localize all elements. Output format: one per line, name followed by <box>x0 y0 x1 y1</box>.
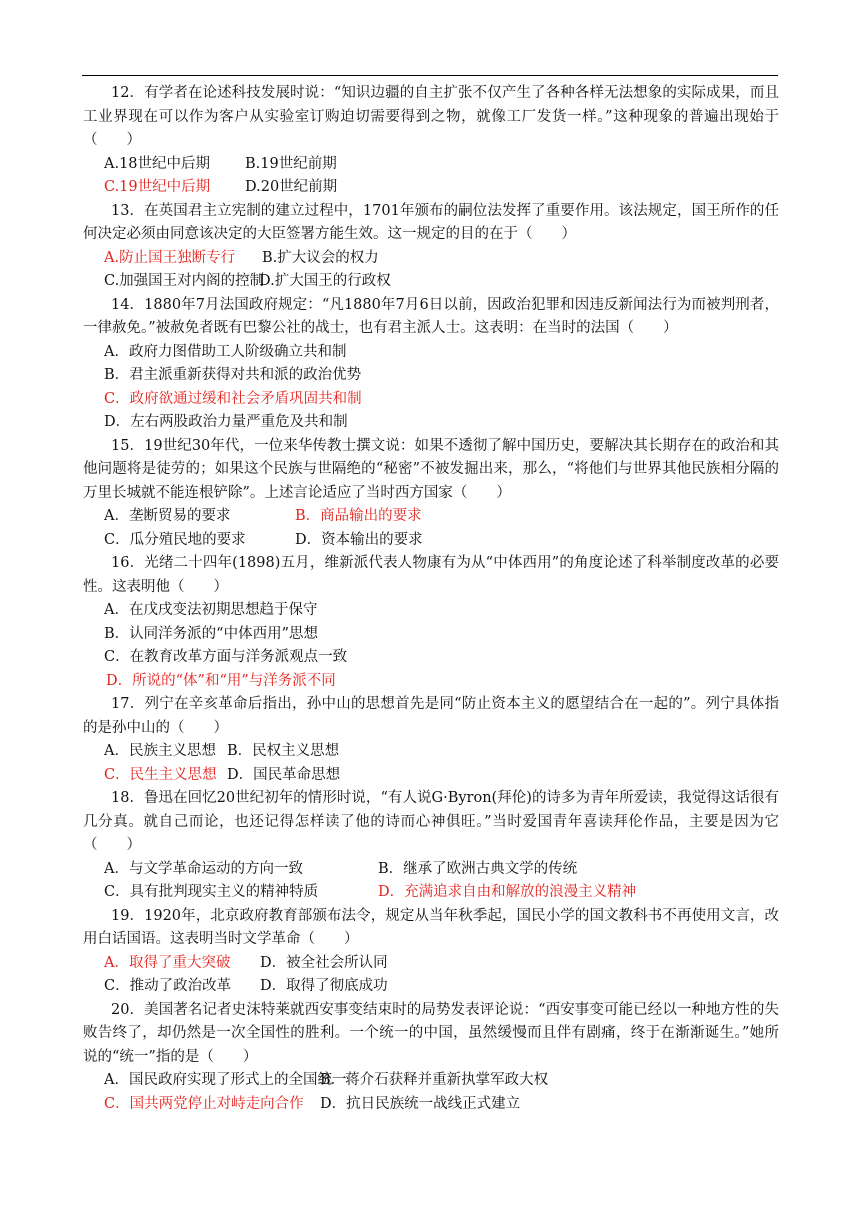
options <box>83 247 779 294</box>
option-d: D.扩大国王的行政权 <box>259 273 391 289</box>
question-stem: 13．在英国君主立宪制的建立过程中，1701年颁布的嗣位法发挥了重要作用。该法规定，国王所作的任何决定必须由同意该决定的大臣签署方能生效。这一规定的目的在于（ ） <box>83 202 779 242</box>
question-stem: 19．1920年，北京政府教育部颁布法令，规定从当年秋季起，国民小学的国文教科书不再使用文言，改用白话国语。这表明当时文学革命（ ） <box>83 907 779 947</box>
question-16 <box>83 552 779 693</box>
option-d: D．左右两股政治力量严重危及共和制 <box>104 414 348 430</box>
option-a: A.18世纪中后期 <box>104 155 211 172</box>
header-rule <box>82 75 778 76</box>
option-d: D．资本输出的要求 <box>295 531 423 548</box>
option-a: A．民族主义思想 <box>104 743 216 759</box>
option-a-answer: A.防止国王独断专行 <box>104 249 236 266</box>
option-d: D.20世纪前期 <box>245 179 338 195</box>
options <box>83 505 779 552</box>
options <box>83 599 779 693</box>
option-c-answer: C．民生主义思想 <box>104 766 217 783</box>
question-stem: 15．19世纪30年代，一位来华传教士撰文说：如果不透彻了解中国历史，要解决其长期存在的政治和其他问题将是徒劳的；如果这个民族与世隔绝的“秘密”不被发掘出来，那么，“将他们与世界其他民族相分隔的万里长城就不能连根铲除”。上述言论适应了当时西方国家（ ） <box>83 437 779 501</box>
option-b: B.19世纪前期 <box>245 155 337 172</box>
option-c: C．推动了政治改革 <box>104 978 232 994</box>
options <box>83 952 779 999</box>
option-b: B．继承了欧洲古典文学的传统 <box>378 860 578 877</box>
option-c: C．在教育改革方面与洋务派观点一致 <box>104 649 348 665</box>
option-c: C.加强国王对内阁的控制 <box>104 273 265 289</box>
option-a: A．垄断贸易的要求 <box>104 508 231 524</box>
option-a-answer: A．取得了重大突破 <box>104 954 231 971</box>
options <box>83 1069 779 1116</box>
option-a: A．国民政府实现了形式上的全国统一 <box>104 1072 347 1088</box>
question-stem: 12．有学者在论述科技发展时说：“知识边疆的自主扩张不仅产生了各种各样无法想象的实际成果，而且工业界现在可以作为客户从实验室订购迫切需要得到之物，就像工厂发货一样。”这种现象的普遍出现始于（ ） <box>83 85 779 148</box>
question-20 <box>83 999 779 1117</box>
option-b-answer: B．商品输出的要求 <box>295 508 422 524</box>
option-d: D．抗日民族统一战线正式建立 <box>320 1095 521 1112</box>
option-d: D．国民革命思想 <box>227 766 341 783</box>
option-c-answer: C.19世纪中后期 <box>104 179 211 195</box>
option-b: B．君主派重新获得对共和派的政治优势 <box>104 367 362 383</box>
option-b: D．被全社会所认同 <box>260 954 388 971</box>
question-13 <box>83 200 779 294</box>
options <box>83 341 779 435</box>
question-stem: 20．美国著名记者史沫特莱就西安事变结束时的局势发表评论说：“西安事变可能已经以一种地方性的失败告终了，却仍然是一次全国性的胜利。一个统一的中国，虽然缓慢而且伴有剧痛，终于在渐渐诞生。”她所说的“统一”指的是（ ） <box>83 1001 779 1065</box>
option-d: D．取得了彻底成功 <box>260 978 388 994</box>
option-c: C．瓜分殖民地的要求 <box>104 531 246 548</box>
option-b: B.扩大议会的权力 <box>262 249 379 266</box>
question-stem: 16．光绪二十四年(1898)五月，维新派代表人物康有为从“中体西用”的角度论述了科举制度改革的必要性。这表明他（ ） <box>83 555 779 595</box>
option-d-answer: D．所说的“体”和“用”与洋务派不同 <box>106 672 336 689</box>
options <box>83 153 779 200</box>
question-17 <box>83 693 779 787</box>
option-c-answer: C．国共两党停止对峙走向合作 <box>104 1095 304 1112</box>
options <box>83 740 779 787</box>
option-a: A．与文学革命运动的方向一致 <box>104 860 303 877</box>
option-a: A．在戊戌变法初期思想趋于保守 <box>104 602 318 618</box>
option-b: B．民权主义思想 <box>227 743 340 759</box>
options <box>83 858 779 905</box>
question-19 <box>83 905 779 999</box>
option-b: B．认同洋务派的“中体西用”思想 <box>104 625 318 642</box>
exam-page <box>83 82 779 1116</box>
question-18 <box>83 787 779 905</box>
option-c: C．具有批判现实主义的精神特质 <box>104 884 319 900</box>
question-stem: 17．列宁在辛亥革命后指出，孙中山的思想首先是同“防止资本主义的愿望结合在一起的”。列宁具体指的是孙中山的（ ） <box>83 696 779 736</box>
question-14 <box>83 294 779 435</box>
option-c-answer: C．政府欲通过缓和社会矛盾巩固共和制 <box>104 390 362 407</box>
option-d-answer: D．充满追求自由和解放的浪漫主义精神 <box>378 884 637 900</box>
question-stem: 14．1880年7月法国政府规定：“凡1880年7月6日以前，因政治犯罪和因违反新闻法行为而被判刑者，一律赦免。”被赦免者既有巴黎公社的战士，也有君主派人士。这表明：在当时的法国（ ） <box>83 296 779 336</box>
option-a: A．政府力图借助工人阶级确立共和制 <box>104 343 347 360</box>
question-12 <box>83 82 779 200</box>
option-b: B．蒋介石获释并重新执掌军政大权 <box>320 1072 549 1088</box>
question-15 <box>83 435 779 553</box>
question-stem: 18．鲁迅在回忆20世纪初年的情形时说，“有人说G·Byron(拜伦)的诗多为青年所爱读，我觉得这话很有几分真。就自己而论，也还记得怎样读了他的诗而心神俱旺。”当时爱国青年喜读拜伦作品，主要是因为它（ ） <box>83 790 779 853</box>
